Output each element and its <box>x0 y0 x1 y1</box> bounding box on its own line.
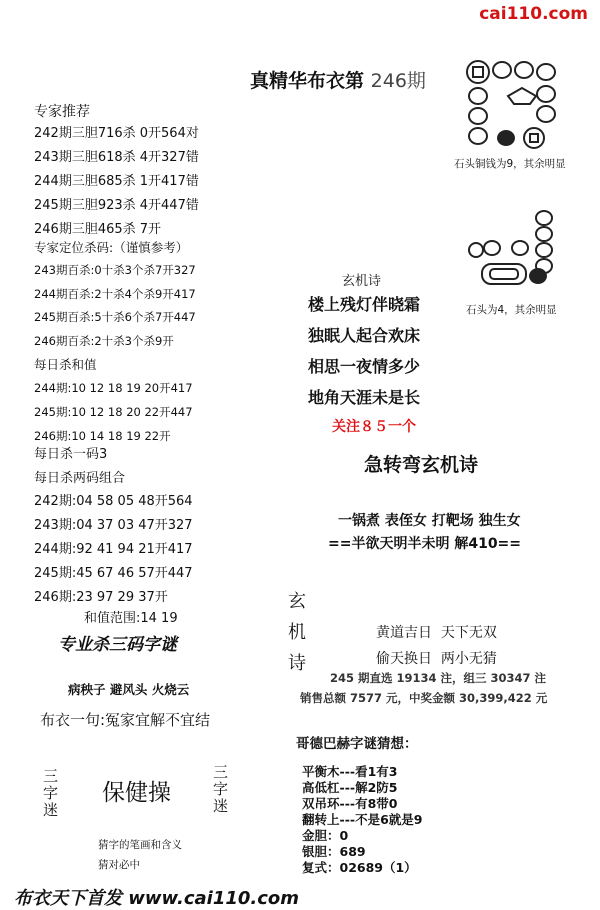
fushi-line: 复式：02689（1） <box>302 860 417 875</box>
poem-line: 相思一夜情多少 <box>308 357 421 376</box>
list-item: 242期三胆716杀 0开564对 <box>34 126 199 141</box>
daily-one-code: 每日杀一码3 <box>34 447 108 462</box>
list-item: 245期三胆923杀 4开447错 <box>34 198 199 213</box>
silver-guts: 银胆：689 <box>302 844 366 859</box>
experts-list <box>34 122 199 242</box>
stone-icon <box>497 130 515 146</box>
hint-line-2: 猜对必中 <box>98 859 140 871</box>
list-item: 双吊环---有8带0 <box>302 796 398 811</box>
list-item: 244期三胆685杀 1开417错 <box>34 174 199 189</box>
poem-line: 楼上残灯伴晓霜 <box>308 295 421 314</box>
stone-icon <box>537 86 555 102</box>
sales-line-2: 销售总额 7577 元，中奖金额 30,399,422 元 <box>300 691 548 705</box>
list-item: 246期:23 97 29 37开 <box>34 590 168 605</box>
list-item: 243期百杀:0十杀3个杀7开327 <box>34 263 196 277</box>
xuanji-char: 玄 <box>288 591 306 612</box>
sales-line-1: 245 期直选 19134 注，组三 30347 注 <box>330 671 547 685</box>
list-item: 平衡木---看1有3 <box>302 764 398 779</box>
stone-icon <box>515 62 533 78</box>
xuanji-line-2: 偷天换日 两小无猜 <box>376 651 497 667</box>
figure-caption-1: 石头铜钱为9，其余明显 <box>454 158 566 170</box>
site-watermark: cai110.com <box>479 4 588 24</box>
sum-range: 和值范围:14 19 <box>84 611 178 626</box>
goedel-list <box>302 764 422 876</box>
goedel-title: 哥德巴赫字谜猜想： <box>296 736 418 752</box>
daily-sum-heading: 每日杀和值 <box>34 357 97 372</box>
gold-guts: 金胆：0 <box>302 828 349 843</box>
list-item: 245期:45 67 46 57开447 <box>34 566 193 581</box>
stone-icon <box>484 241 500 255</box>
side-label-right: 三字迷 <box>211 764 229 815</box>
poem-line: 独眠人起合欢床 <box>308 326 421 345</box>
coin-icon <box>524 128 544 148</box>
stone-icon <box>537 106 555 122</box>
coin-icon <box>467 61 489 83</box>
list-item: 245期百杀:5十杀6个杀7开447 <box>34 310 196 324</box>
list-item: 243期三胆618杀 4开327错 <box>34 150 199 165</box>
stone-icon <box>536 243 552 257</box>
turn-line-2: ==半欲天明半未明 解410== <box>328 536 522 552</box>
riddle-title: 专业杀三码字谜 <box>58 635 177 655</box>
title-text: 真精华布衣第 <box>250 70 365 92</box>
hint-line-1: 猜字的笔画和含义 <box>98 839 182 851</box>
turn-line-1: 一锅煮 表侄女 打靶场 独生女 <box>338 513 521 529</box>
stone-icon <box>469 243 483 257</box>
list-item: 244期百杀:2十杀4个杀9开417 <box>34 286 196 301</box>
experts-heading: 专家推荐 <box>34 104 90 120</box>
stone-icon <box>493 62 511 78</box>
list-item: 244期:92 41 94 21开417 <box>34 542 193 557</box>
stone-icon <box>536 211 552 225</box>
figure-caption-2: 石头为4，其余明显 <box>466 304 557 316</box>
side-label-left: 三字迷 <box>41 768 59 819</box>
daily-two-list <box>34 490 193 610</box>
stone-icon <box>469 108 487 124</box>
list-item: 翻转上---不是6就是9 <box>302 812 423 827</box>
daily-two-heading: 每日杀两码组合 <box>34 471 126 486</box>
list-item: 246期百杀:2十杀3个杀9开 <box>34 333 174 348</box>
xuanji-char: 机 <box>288 622 306 643</box>
xuanji-char: 诗 <box>288 653 306 674</box>
poem-line: 地角天涯未是长 <box>308 388 421 407</box>
turn-title: 急转弯玄机诗 <box>364 454 479 476</box>
stone-icon <box>529 268 547 284</box>
poem-lines <box>308 289 420 413</box>
picture-puzzle-2 <box>468 210 564 292</box>
position-kill-list <box>34 259 196 353</box>
xuanji-line-1: 黄道吉日 天下无双 <box>376 625 497 641</box>
issue-number: 246期 <box>370 70 426 92</box>
stone-icon <box>537 64 555 80</box>
position-kill-heading: 专家定位杀码:（谨慎参考） <box>34 240 189 255</box>
buyi-line: 布衣一句:冤家宜解不宜结 <box>40 711 211 729</box>
daily-sum-list <box>34 376 193 448</box>
xuanji-vertical <box>288 586 306 679</box>
focus-note: 关注８５一个 <box>332 419 416 435</box>
list-item: 高低杠---解2防5 <box>302 780 398 795</box>
ingot-icon <box>482 264 526 284</box>
list-item: 245期:10 12 18 20 22开447 <box>34 405 193 419</box>
health-title: 保健操 <box>102 780 171 806</box>
page-title <box>250 66 426 93</box>
list-item: 246期:10 14 18 19 22开 <box>34 429 171 443</box>
footer-credit: 布衣天下首发 www.cai110.com <box>14 888 300 909</box>
list-item: 244期:10 12 18 19 20开417 <box>34 381 193 395</box>
stone-icon <box>469 128 487 144</box>
poem-title: 玄机诗 <box>342 274 382 289</box>
stone-icon <box>536 227 552 241</box>
ingot-icon <box>508 88 536 104</box>
stone-icon <box>512 241 528 255</box>
list-item: 243期:04 37 03 47开327 <box>34 518 193 533</box>
riddle-words: 病秧子 避风头 火烧云 <box>68 682 190 697</box>
picture-puzzle-1 <box>462 58 562 154</box>
stone-icon <box>469 88 487 104</box>
list-item: 242期:04 58 05 48开564 <box>34 494 193 509</box>
list-item: 246期三胆465杀 7开 <box>34 222 162 237</box>
